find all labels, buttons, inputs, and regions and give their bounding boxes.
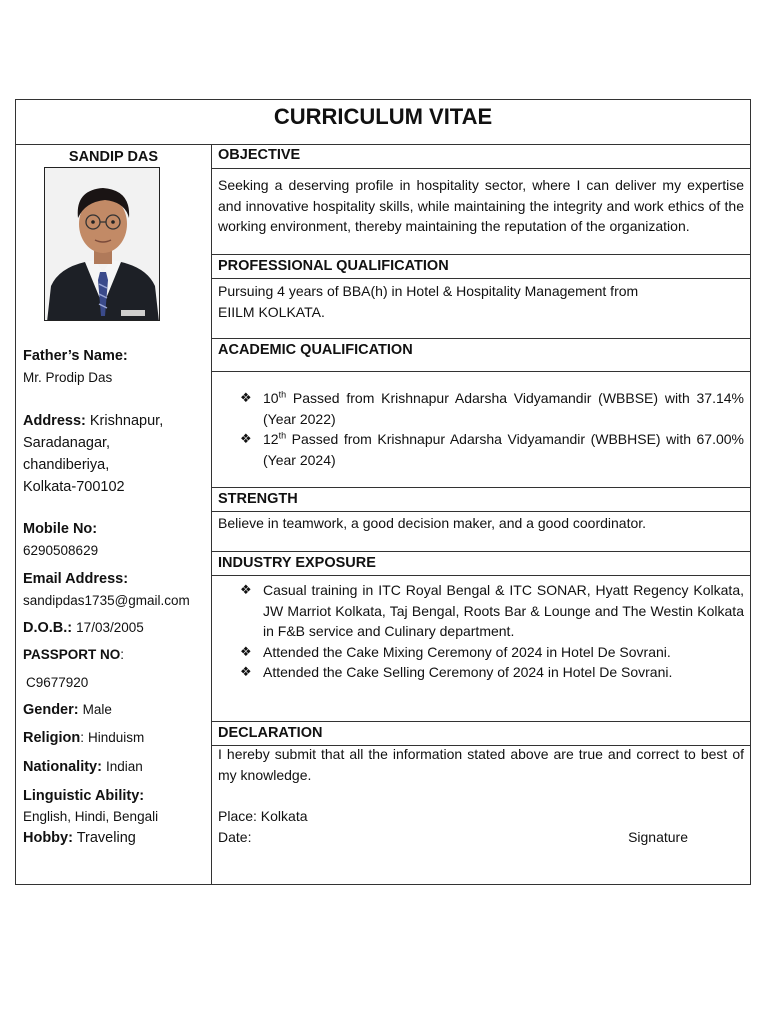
email-block — [23, 568, 209, 612]
list-item: ❖ Casual training in ITC Royal Bengal & ITC SONAR, Hyatt Regency Kolkata, JW Marriot Kolkata, Taj Bengal, Roots Bar & Lounge and The Westin Kolkata in F&B service and Culinary department. — [240, 582, 744, 639]
religion-label: Religion — [23, 730, 81, 746]
hobby-label: Hobby: — [23, 830, 73, 846]
address-label: Address: — [23, 413, 86, 429]
portrait-image — [45, 168, 160, 321]
dob-block — [23, 617, 209, 639]
hobby-value: Traveling — [76, 830, 136, 846]
address-block — [23, 410, 209, 498]
industry-list — [218, 580, 744, 683]
nationality-label: Nationality: — [23, 759, 102, 775]
professional-text — [218, 281, 744, 322]
strength-heading: STRENGTH — [212, 487, 751, 512]
declaration-text: I hereby submit that all the information stated above are true and correct to best of my knowledge. — [218, 746, 744, 783]
objective-text: Seeking a deserving profile in hospitality sector, where I can deliver my expertise and innovative hospitality skills, while maintaining the integrity and work ethics of the working environment, thereby maintaining the reputation of the organization. — [218, 177, 744, 234]
document-title: CURRICULUM VITAE — [16, 100, 750, 145]
mobile-value: 6290508629 — [23, 543, 99, 558]
diamond-bullet-icon: ❖ — [240, 390, 252, 405]
gender-label: Gender: — [23, 702, 79, 718]
address-line: Saradanagar, — [23, 435, 111, 451]
diamond-bullet-icon: ❖ — [240, 582, 252, 597]
passport-block — [23, 644, 209, 694]
email-value[interactable]: sandipdas1735@gmail.com — [23, 593, 190, 608]
linguistic-value: English, Hindi, Bengali — [23, 809, 159, 824]
dob-value: 17/03/2005 — [76, 620, 144, 635]
religion-colon: : — [80, 730, 84, 745]
profile-column — [16, 145, 212, 885]
list-item: ❖ 10th Passed from Krishnapur Adarsha Vidyamandir (WBBSE) with 37.14% (Year 2022) — [240, 389, 744, 427]
academic-list — [218, 388, 744, 470]
linguistic-label: Linguistic Ability: — [23, 788, 145, 804]
signature-label: Signature — [628, 829, 688, 845]
passport-value: C9677920 — [26, 675, 89, 690]
dob-label: D.O.B.: — [23, 620, 73, 636]
academic-heading: ACADEMIC QUALIFICATION — [212, 338, 751, 372]
professional-heading: PROFESSIONAL QUALIFICATION — [212, 254, 751, 279]
list-item: ❖ Attended the Cake Mixing Ceremony of 2024 in Hotel De Sovrani. — [218, 642, 744, 663]
mobile-label: Mobile No: — [23, 521, 98, 537]
religion-block — [23, 727, 209, 749]
mobile-block — [23, 518, 209, 562]
linguistic-block — [23, 785, 209, 826]
date-label: Date: — [218, 829, 252, 845]
professional-line: Pursuing 4 years of BBA(h) in Hotel & Hospitality Management from — [218, 283, 639, 299]
gender-block — [23, 699, 209, 721]
cv-document — [15, 99, 751, 885]
candidate-name: SANDIP DAS — [68, 149, 159, 165]
strength-text: Believe in teamwork, a good decision maker, and a good coordinator. — [218, 515, 647, 531]
professional-line: EIILM KOLKATA. — [218, 303, 325, 320]
gender-value: Male — [82, 702, 112, 717]
list-item: ❖ Attended the Cake Selling Ceremony of 2024 in Hotel De Sovrani. — [218, 662, 744, 683]
father-name-block — [23, 345, 209, 389]
details-column — [212, 145, 751, 885]
nationality-value: Indian — [105, 759, 143, 774]
list-item: ❖ 12th Passed from Krishnapur Adarsha Vidyamandir (WBBHSE) with 67.00% (Year 2024) — [240, 430, 744, 468]
father-name-value: Mr. Prodip Das — [23, 370, 113, 385]
diamond-bullet-icon: ❖ — [240, 431, 252, 446]
diamond-bullet-icon: ❖ — [240, 643, 252, 659]
profile-photo — [44, 167, 160, 321]
father-name-label: Father’s Name: — [23, 348, 128, 364]
declaration-heading: DECLARATION — [212, 721, 751, 746]
hobby-block — [23, 827, 209, 849]
passport-label: PASSPORT NO — [23, 647, 121, 662]
address-line: Kolkata-700102 — [23, 479, 125, 495]
diamond-bullet-icon: ❖ — [240, 664, 252, 679]
industry-heading: INDUSTRY EXPOSURE — [212, 551, 751, 576]
objective-heading: OBJECTIVE — [212, 144, 751, 169]
religion-value: Hinduism — [88, 730, 145, 745]
passport-colon: : — [120, 647, 125, 662]
date-signature-row — [218, 827, 744, 848]
address-line: chandiberiya, — [23, 457, 110, 473]
email-label: Email Address: — [23, 571, 129, 587]
place-line: Place: Kolkata — [218, 808, 308, 824]
nationality-block — [23, 756, 209, 778]
address-line: Krishnapur, — [89, 413, 164, 429]
